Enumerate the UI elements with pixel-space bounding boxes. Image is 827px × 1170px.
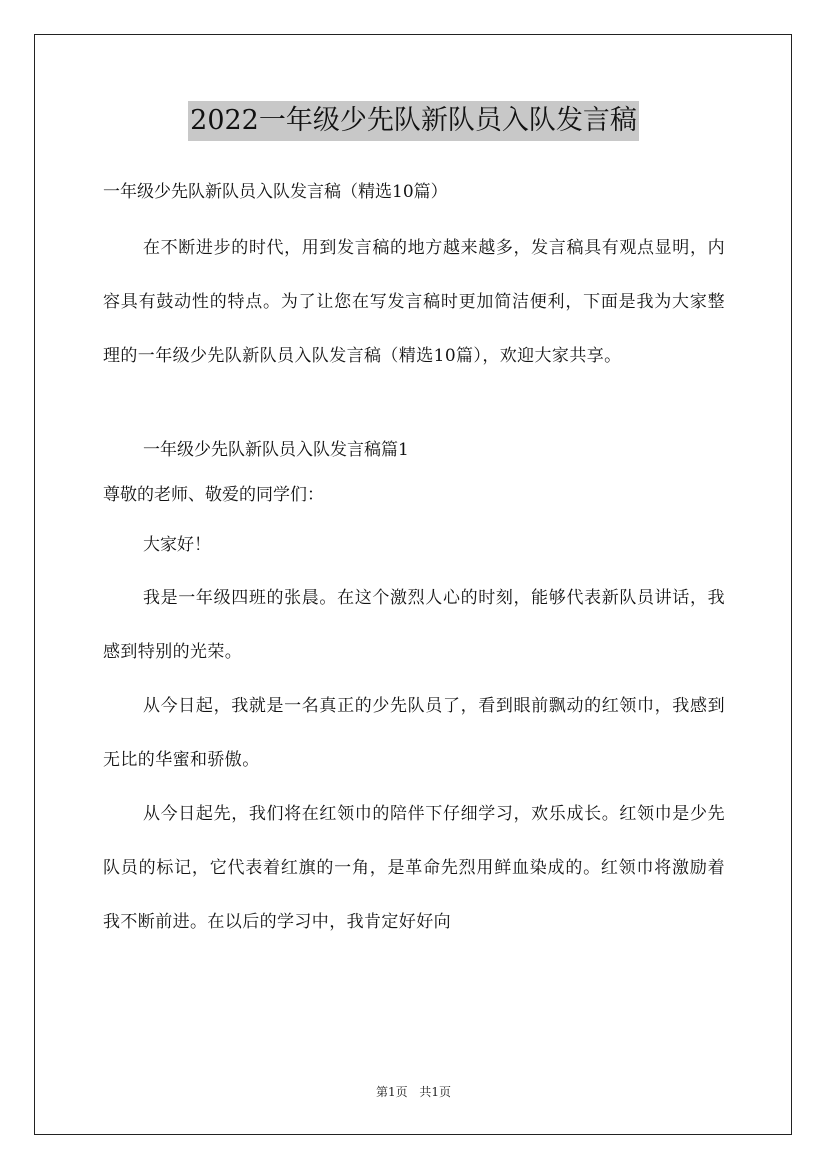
section-heading: 一年级少先队新队员入队发言稿篇1 bbox=[143, 440, 409, 460]
spacer bbox=[103, 383, 725, 423]
document-body bbox=[103, 174, 725, 949]
greeting: 大家好！ bbox=[143, 535, 211, 555]
page-number-current: 第1页 bbox=[375, 1085, 408, 1099]
document-title: 2022一年级少先队新队员入队发言稿 bbox=[188, 101, 639, 141]
body-paragraph-1: 我是一年级四班的张晨。在这个激烈人心的时刻，能够代表新队员讲话，我感到特别的光荣。 bbox=[103, 588, 725, 662]
document-subtitle: 一年级少先队新队员入队发言稿（精选10篇） bbox=[103, 182, 448, 202]
page-footer bbox=[0, 1083, 827, 1100]
body-paragraph-2: 从今日起，我就是一名真正的少先队员了，看到眼前飘动的红领巾，我感到无比的华蜜和骄傲。 bbox=[103, 696, 725, 770]
page-number-total: 共1页 bbox=[419, 1085, 452, 1099]
intro-paragraph: 在不断进步的时代，用到发言稿的地方越来越多，发言稿具有观点显明，内容具有鼓动性的特点。为了让您在写发言稿时更加简洁便利，下面是我为大家整理的一年级少先队新队员入队发言稿（精选10篇），欢迎大家共享。 bbox=[103, 238, 725, 366]
title-container bbox=[0, 101, 827, 141]
body-paragraph-3: 从今日起先，我们将在红领巾的陪伴下仔细学习，欢乐成长。红领巾是少先队员的标记，它代表着红旗的一角，是革命先烈用鲜血染成的。红领巾将激励着我不断前进。在以后的学习中，我肯定好好向 bbox=[103, 804, 725, 932]
salutation: 尊敬的老师、敬爱的同学们： bbox=[103, 485, 324, 505]
